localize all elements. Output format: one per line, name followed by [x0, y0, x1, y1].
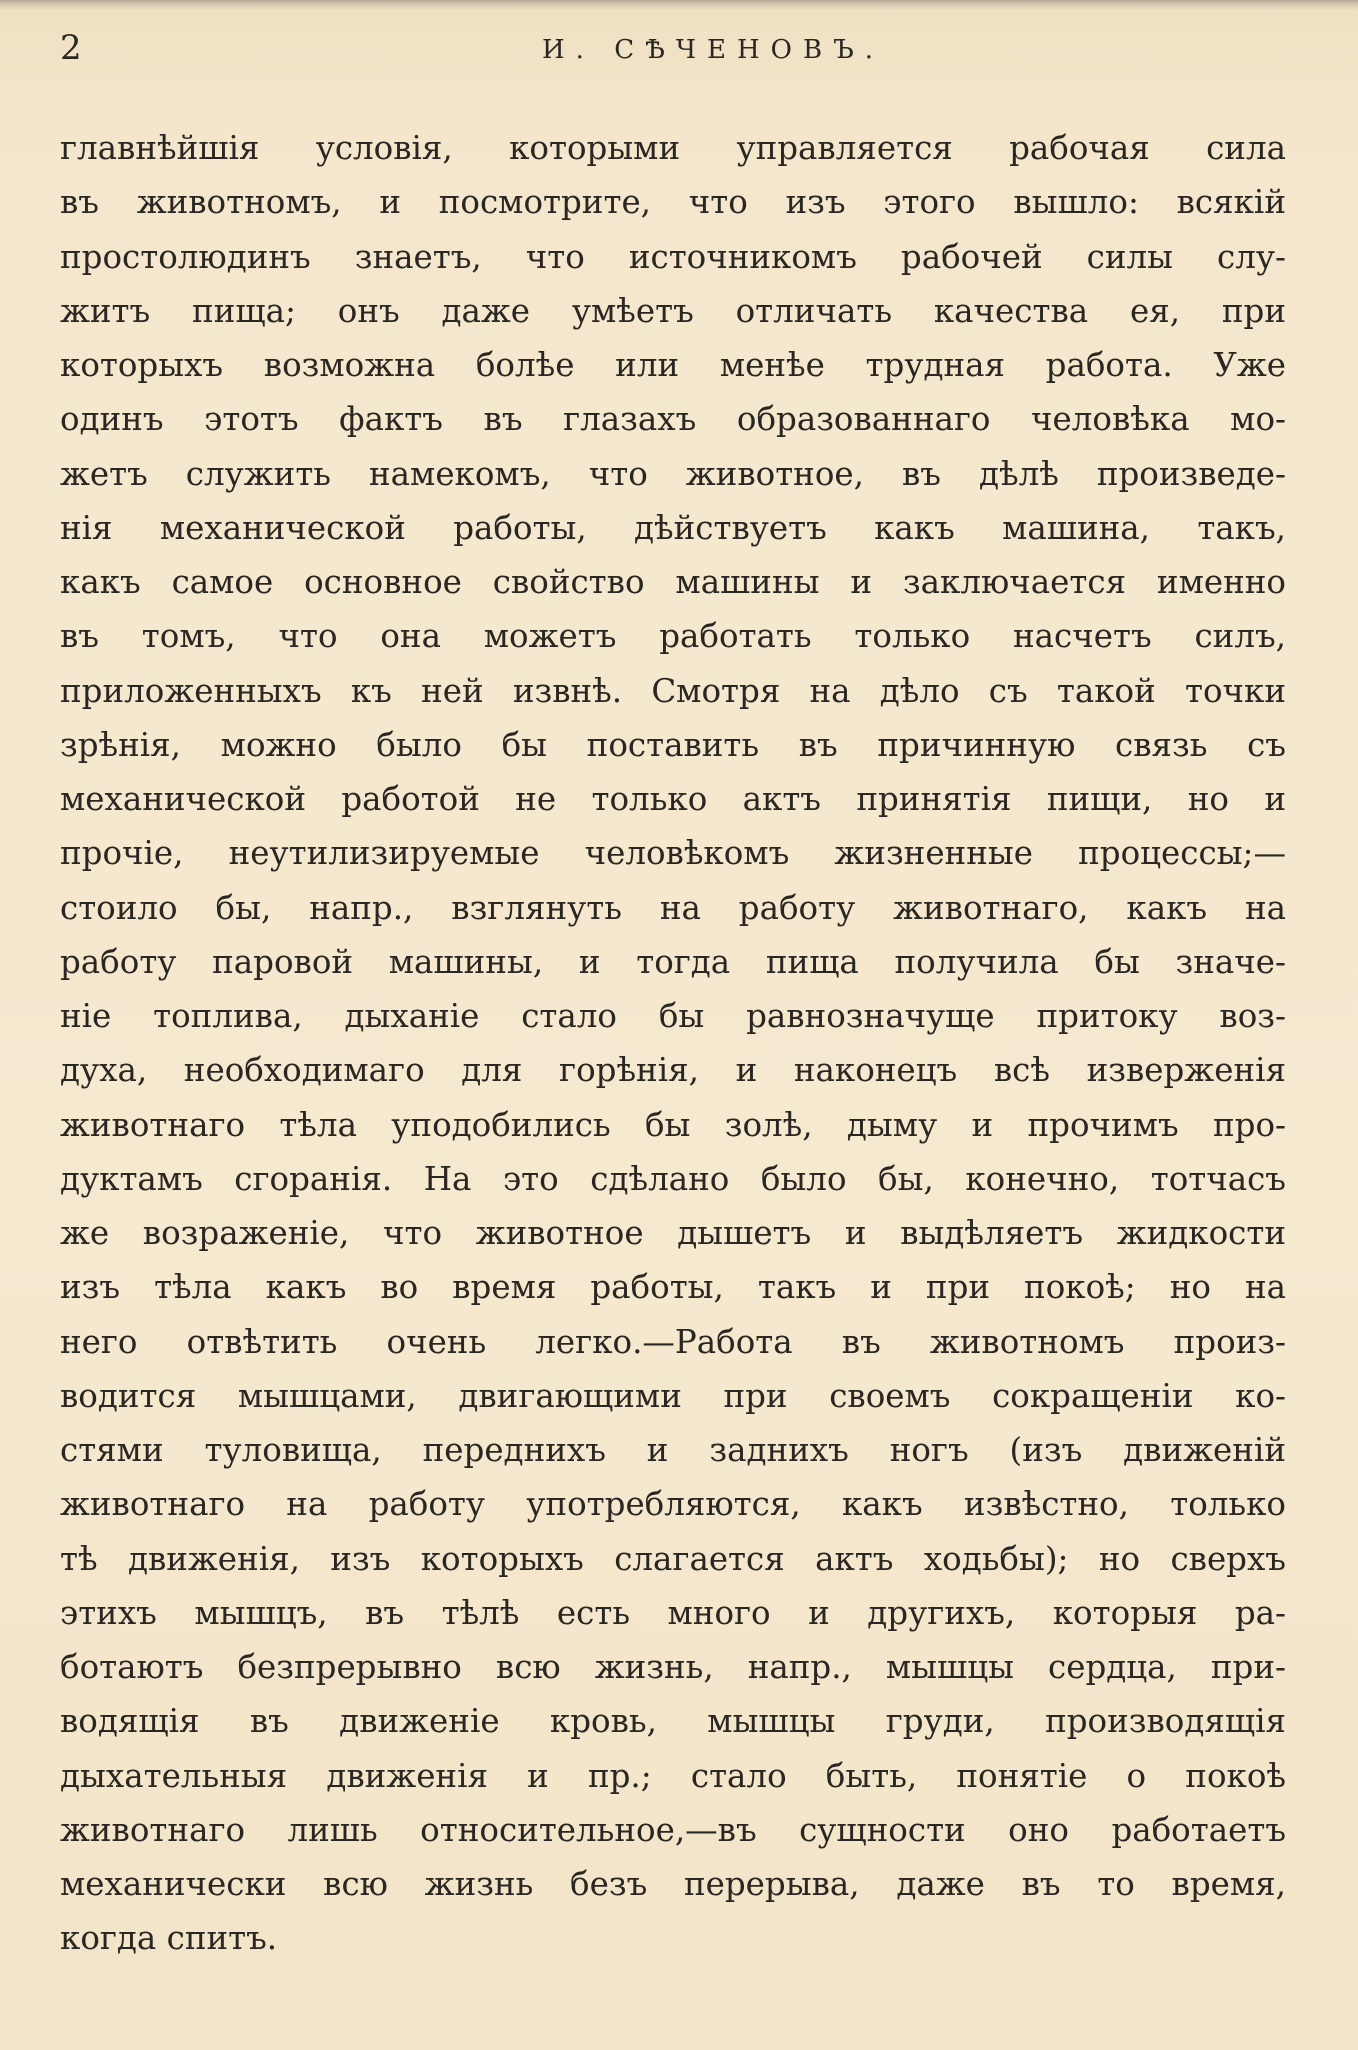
- text-line: механической работой не только актъ принятія пищи, но и: [60, 780, 1286, 818]
- text-line: дыхательныя движенія и пр.; стало быть, понятіе о покоѣ: [60, 1756, 1286, 1795]
- page-header: [60, 24, 1296, 74]
- text-line: зрѣнія, можно было бы поставить въ причинную связь съ: [60, 725, 1286, 764]
- text-line: ботаютъ безпрерывно всю жизнь, напр., мышцы сердца, при-: [60, 1648, 1286, 1686]
- text-line: дуктамъ сгоранія. На это сдѣлано было бы, конечно, тотчасъ: [60, 1159, 1286, 1198]
- text-line: водящія въ движеніе кровь, мышцы груди, производящія: [60, 1702, 1286, 1741]
- body-text: [60, 121, 1286, 1966]
- text-line: главнѣйшія условія, которыми управляется рабочая сила: [60, 129, 1286, 167]
- text-line: какъ самое основное свойство машины и заключается именно: [60, 563, 1286, 601]
- text-line: животнаго лишь относительное,—въ сущности оно работаетъ: [60, 1810, 1286, 1849]
- text-line: работу паровой машины, и тогда пища получила бы значе-: [60, 942, 1286, 981]
- text-line: жетъ служить намекомъ, что животное, въ дѣлѣ произведе-: [60, 454, 1286, 493]
- text-line: одинъ этотъ фактъ въ глазахъ образованнаго человѣка мо-: [60, 400, 1286, 439]
- text-line: же возраженіе, что животное дышетъ и выдѣляетъ жидкости: [60, 1214, 1286, 1252]
- text-line: приложенныхъ къ ней извнѣ. Смотря на дѣло съ такой точки: [60, 671, 1286, 710]
- page-number: 2: [60, 28, 82, 68]
- text-line: тѣ движенія, изъ которыхъ слагается актъ ходьбы); но сверхъ: [60, 1539, 1286, 1578]
- text-line-last: когда спитъ.: [60, 1919, 278, 1958]
- text-line: ніе топлива, дыханіе стало бы равнозначуще притоку воз-: [60, 997, 1286, 1035]
- text-line: этихъ мышцъ, въ тѣлѣ есть много и другихъ, которыя ра-: [60, 1593, 1286, 1632]
- text-line: стоило бы, напр., взглянуть на работу животнаго, какъ на: [60, 888, 1286, 927]
- text-line: водится мышцами, двигающими при своемъ сокращеніи ко-: [60, 1376, 1286, 1415]
- running-head: И. СѢЧЕНОВЪ.: [542, 35, 884, 65]
- text-line: прочіе, неутилизируемые человѣкомъ жизненные процессы;—: [60, 834, 1286, 873]
- text-line: духа, необходимаго для горѣнія, и наконецъ всѣ изверженія: [60, 1051, 1286, 1090]
- text-line: житъ пища; онъ даже умѣетъ отличать качества ея, при: [60, 291, 1286, 330]
- text-line: которыхъ возможна болѣе или менѣе трудная работа. Уже: [60, 346, 1286, 384]
- text-line: простолюдинъ знаетъ, что источникомъ рабочей силы слу-: [60, 237, 1286, 276]
- text-line: животнаго на работу употребляются, какъ извѣстно, только: [60, 1485, 1286, 1524]
- text-line: него отвѣтить очень легко.—Работа въ животномъ произ-: [60, 1322, 1286, 1361]
- text-line: стями туловища, переднихъ и заднихъ ногъ (изъ движеній: [60, 1431, 1286, 1469]
- text-line: механически всю жизнь безъ перерыва, даже въ то время,: [60, 1865, 1286, 1903]
- text-line: изъ тѣла какъ во время работы, такъ и при покоѣ; но на: [60, 1268, 1286, 1307]
- text-line: въ животномъ, и посмотрите, что изъ этого вышло: всякій: [60, 183, 1286, 222]
- text-line: въ томъ, что она можетъ работать только насчетъ силъ,: [60, 617, 1286, 656]
- page-top-edge: [0, 0, 1358, 10]
- text-line: животнаго тѣла уподобились бы золѣ, дыму и прочимъ про-: [60, 1105, 1286, 1144]
- text-line: нія механической работы, дѣйствуетъ какъ машина, такъ,: [60, 508, 1286, 547]
